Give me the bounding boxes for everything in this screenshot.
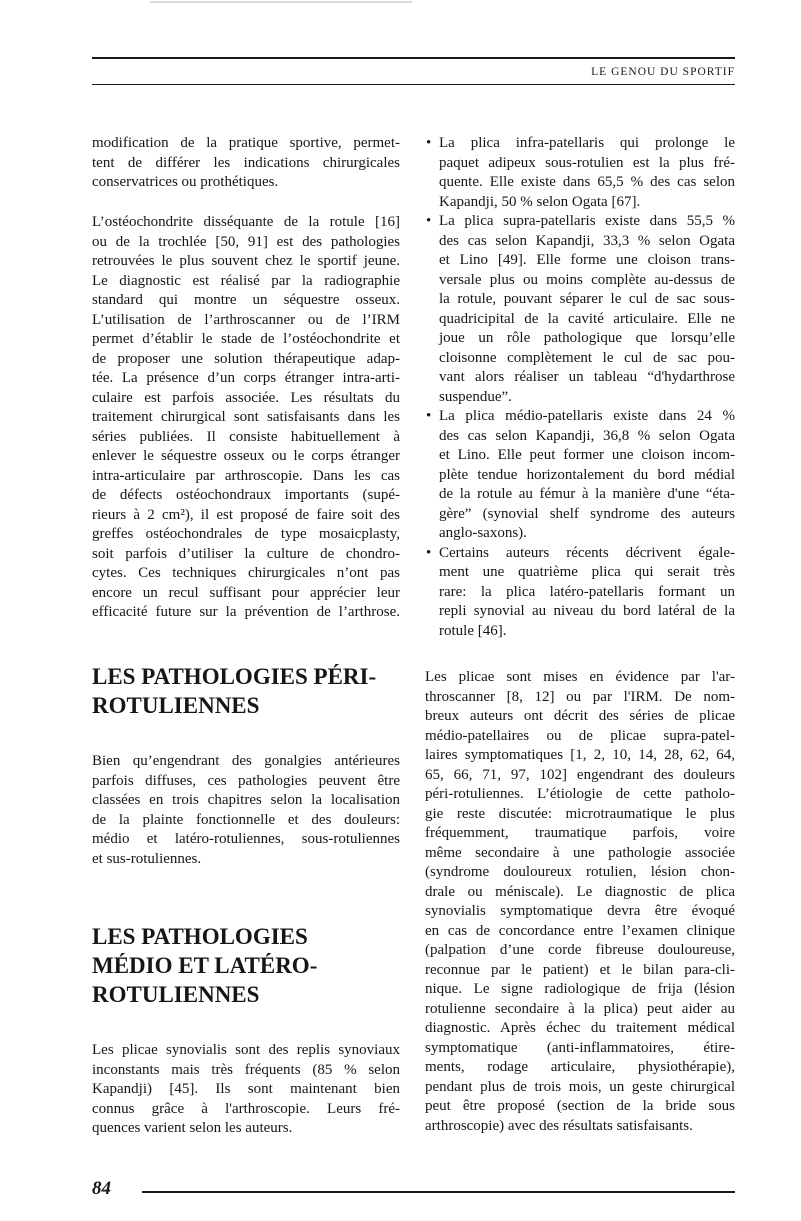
text-line: joue un rôle pathologique que lorsqu’elle [439, 330, 735, 346]
text-line: quente. Elle existe dans 65,5 % des cas selon [439, 174, 735, 190]
text-line: fréquemment, traumatique parfois, voire [425, 825, 735, 841]
text-line: ment une quatrième plica qui serait très [439, 564, 735, 580]
page-number: 84 [92, 1178, 111, 1199]
paragraph-continuation [92, 134, 400, 193]
text-line: culaire est parfois associée. Les résultats du [92, 389, 400, 406]
list-item [425, 407, 735, 544]
paragraph-gonalgies [92, 752, 400, 869]
text-line: suspendue”. [439, 388, 512, 405]
bullet-icon: • [426, 213, 432, 229]
scan-edge-line [150, 1, 412, 3]
header-top-rule [92, 57, 735, 59]
text-line: enlever le séquestre osseux ou le corps étranger [92, 448, 400, 464]
text-line: de la rotule au fémur à la manière d'une “éta- [439, 486, 735, 502]
text-line: en cas de concordance entre l’examen clinique [425, 922, 735, 939]
header-bottom-rule [92, 84, 735, 85]
text-line: de proposer une solution thérapeutique adap- [92, 350, 400, 367]
text-line: 65, 66, 71, 97, 102] engendrant des douleurs [425, 766, 735, 783]
text-line: modification de la pratique sportive, permet- [92, 135, 400, 151]
text-line: plète tendue horizontalement du bord médial [439, 466, 735, 483]
text-line: inconstants mais très fréquents (85 % selon [92, 1061, 400, 1078]
list-item-first-line [425, 407, 735, 427]
text-line: intra-articulaire par arthroscopie. Dans les cas [92, 467, 400, 484]
text-line: tée. La présence d’un corps étranger intra-arti- [92, 370, 400, 386]
text-line: gère” (synovial shelf syndrome des auteurs [439, 505, 735, 522]
list-item [425, 544, 735, 642]
text-line: drale ou méniscale). Le diagnostic de plica [425, 883, 735, 900]
text-line: La plica infra-patellaris qui prolonge le [439, 135, 735, 151]
text-line: symptomatique (anti-inflammatoires, étire- [425, 1039, 735, 1056]
text-line: breux auteurs ont décrit des séries de plicae [425, 708, 735, 724]
text-line: peut être proposé (section de la bride sous [425, 1098, 735, 1114]
text-line: connus grâce à l'arthroscopie. Leurs fré- [92, 1100, 400, 1117]
text-line: greffes ostéochondrales de type mosaicplasty, [92, 526, 400, 542]
bullet-icon: • [426, 544, 432, 561]
text-line: rotulienne secondaire à la plica) peut aider au [425, 1000, 735, 1017]
list-item-first-line [425, 544, 735, 564]
text-line: de la plainte fonctionnelle et des douleurs: [92, 811, 400, 828]
bullet-icon: • [426, 408, 432, 424]
text-line: Les plicae sont mises en évidence par l'ar- [425, 669, 735, 685]
text-line: retrouvées le plus souvent chez le sportif jeune. [92, 253, 400, 269]
text-line: et Lino [49]. Elle forme une cloison trans- [439, 252, 735, 268]
text-line: de défects ostéochondraux importants (supé- [92, 487, 400, 503]
text-line: La plica supra-patellaris existe dans 55,5 % [439, 213, 735, 229]
text-line: la rotule, pouvant séparer le cul de sac sous- [439, 291, 735, 307]
text-line: tent de différer les indications chirurgicales [92, 154, 400, 171]
bullet-list [425, 134, 735, 641]
heading-line: LES PATHOLOGIES [92, 924, 308, 949]
heading-line: MÉDIO ET LATÉRO- [92, 953, 318, 978]
text-line: conservatrices ou prothétiques. [92, 174, 279, 190]
text-line: L’ostéochondrite disséquante de la rotule [16] [92, 214, 400, 230]
text-line: paquet adipeux sous-rotulien est la plus fré- [439, 154, 735, 171]
paragraph-osteochondritis [92, 213, 400, 623]
text-line: ments, rodage articulaire, physiothérapie), [425, 1059, 735, 1075]
text-line: rotule [46]. [439, 622, 507, 639]
text-line: cloisonne complètement le cul de sac pou- [439, 349, 735, 366]
text-line: anglo-saxons). [439, 525, 527, 541]
text-line: ou de la trochlée [50, 91] est des pathologies [92, 233, 400, 250]
text-line: Bien qu’engendrant des gonalgies antérieures [92, 753, 400, 769]
text-line: La plica médio-patellaris existe dans 24 % [439, 408, 735, 424]
text-line: Kapandji, 50 % selon Ogata [67]. [439, 193, 641, 210]
heading-line: ROTULIENNES [92, 982, 260, 1007]
list-item [425, 212, 735, 407]
text-line: Kapandji) [45]. Ils sont maintenant bien [92, 1081, 400, 1097]
text-line: des cas selon Kapandji, 36,8 % selon Ogata [439, 427, 735, 444]
text-line: des cas selon Kapandji, 33,3 % selon Ogata [439, 232, 735, 249]
list-item-first-line [425, 134, 735, 154]
text-line: soit parfois d’utiliser la culture de chondro- [92, 545, 400, 562]
section-heading-medio-latero [92, 922, 400, 1009]
text-line: laires symptomatiques [1, 2, 10, 14, 28, 62, 64, [425, 747, 735, 763]
section-heading-peri-rotuliennes [92, 662, 400, 720]
text-line: encore un recul suffisant pour apprécier leur [92, 584, 400, 601]
text-line: efficacité future sur la prévention de l’arthrose. [92, 604, 400, 620]
text-line: séries publiées. Il consiste habituellement à [92, 428, 400, 445]
text-line: (syndrome douloureux rotulien, lésion chon- [425, 864, 735, 880]
text-line: Le diagnostic est réalisé par la radiographie [92, 272, 400, 289]
paragraph-plicae-intro [92, 1041, 400, 1139]
text-line: gie reste discutée: microtraumatique le plus [425, 805, 735, 822]
text-line: Les plicae synovialis sont des replis synoviaux [92, 1042, 400, 1058]
text-line: (palpation d’une corde fibreuse douloureuse, [425, 942, 735, 958]
text-line: versale plus ou moins complète au-dessus de [439, 271, 735, 288]
text-line: classées en trois chapitres selon la localisation [92, 792, 400, 808]
text-line: pendant plus de trois mois, un geste chirurgical [425, 1078, 735, 1095]
text-line: médio et latéro-rotuliennes, sous-rotuliennes [92, 831, 400, 847]
list-item [425, 134, 735, 212]
text-line: nique. Le signe radiologique de frija (lésion [425, 981, 735, 997]
text-line: rare: la plica latéro-patellaris formant un [439, 583, 735, 600]
running-title: LE GENOU DU SPORTIF [591, 66, 735, 78]
text-line: et sus-rotuliennes. [92, 850, 202, 867]
text-line: quadricipital de la cavité articulaire. Elle ne [439, 310, 735, 327]
text-line: péri-rotuliennes. L’étiologie de cette patholo- [425, 786, 735, 802]
text-line: même secondaire à une pathologie associée [425, 844, 735, 861]
text-line: Certains auteurs récents décrivent égale- [439, 544, 735, 561]
bullet-icon: • [426, 135, 432, 151]
text-line: arthroscopie) avec des résultats satisfaisants. [425, 1117, 693, 1134]
paragraph-plicae-diagnosis [425, 668, 735, 1136]
text-line: vant alors réaliser un tableau “d'hydarthrose [439, 369, 735, 385]
text-line: reconnue par le patient) et le bilan para-cli- [425, 961, 735, 978]
text-line: rieurs à 2 cm²), il est proposé de faire soit des [92, 506, 400, 523]
text-line: throscanner [8, 12] ou par l'IRM. De nom- [425, 688, 735, 705]
text-line: permet d’établir le stade de l’ostéochondrite et [92, 331, 400, 347]
text-line: traitement chirurgical sont satisfaisants dans les [92, 409, 400, 425]
heading-line: LES PATHOLOGIES PÉRI- [92, 664, 377, 689]
list-item-first-line [425, 212, 735, 232]
heading-line: ROTULIENNES [92, 693, 260, 718]
text-line: quences varient selon les auteurs. [92, 1120, 293, 1136]
footer-rule [142, 1191, 735, 1193]
text-line: synovialis symptomatique devra être évoqué [425, 903, 735, 919]
text-line: diagnostic. Après échec du traitement médical [425, 1020, 735, 1036]
text-line: L’utilisation de l’arthroscanner ou de l’IRM [92, 311, 400, 328]
text-line: parfois diffuses, ces pathologies peuvent être [92, 772, 400, 789]
text-line: repli synovial au niveau du bord latéral de la [439, 603, 735, 619]
text-line: et Lino. Elle peut former une cloison incom- [439, 447, 735, 463]
text-line: médio-patellaires ou de plicae supra-patel- [425, 727, 735, 744]
text-line: cytes. Ces techniques chirurgicales n’ont pas [92, 565, 400, 581]
text-line: standard qui montre un séquestre osseux. [92, 292, 400, 308]
